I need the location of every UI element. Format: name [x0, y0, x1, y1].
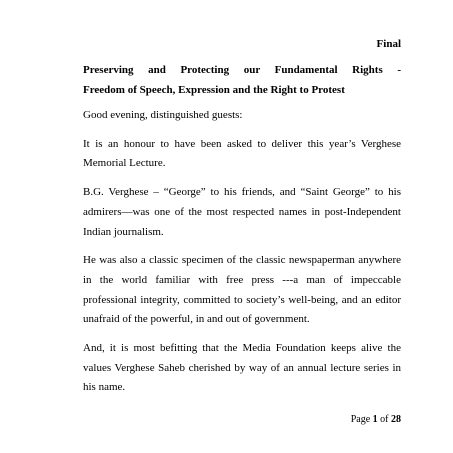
paragraph-newspaperman: He was also a classic specimen of the classic newspaperman anywhere in the world familiar with free press ---a man of impeccable professional integrity, committed to society’s well-being, and an editor unafraid of the powerful, in and out of government.	[83, 254, 401, 326]
document-status-label: Final	[376, 38, 401, 50]
document-title-line-2: Freedom of Speech, Expression and the Right to Protest	[83, 84, 345, 96]
paragraph-media-foundation: And, it is most befitting that the Media Foundation keeps alive the values Verghese Saheb cherished by way of an annual lecture series in his name.	[83, 342, 401, 394]
document-title-line-1: Preserving and Protecting our Fundamental Rights -	[83, 64, 401, 76]
document-title	[83, 60, 401, 100]
page-number-footer	[351, 414, 401, 425]
document-body	[83, 106, 401, 407]
paragraph-verghese-intro: B.G. Verghese – “George” to his friends, and “Saint George” to his admirers—was one of the most respected names in post-Independent Indian journalism.	[83, 186, 401, 238]
footer-of-word: of	[380, 414, 389, 425]
paragraph-greeting: Good evening, distinguished guests:	[83, 109, 243, 121]
footer-page-word: Page	[350, 414, 371, 425]
footer-current-page: 1	[372, 414, 378, 425]
paragraph-honour: It is an honour to have been asked to deliver this year’s Verghese Memorial Lecture.	[83, 137, 401, 170]
footer-total-pages: 28	[391, 414, 401, 425]
